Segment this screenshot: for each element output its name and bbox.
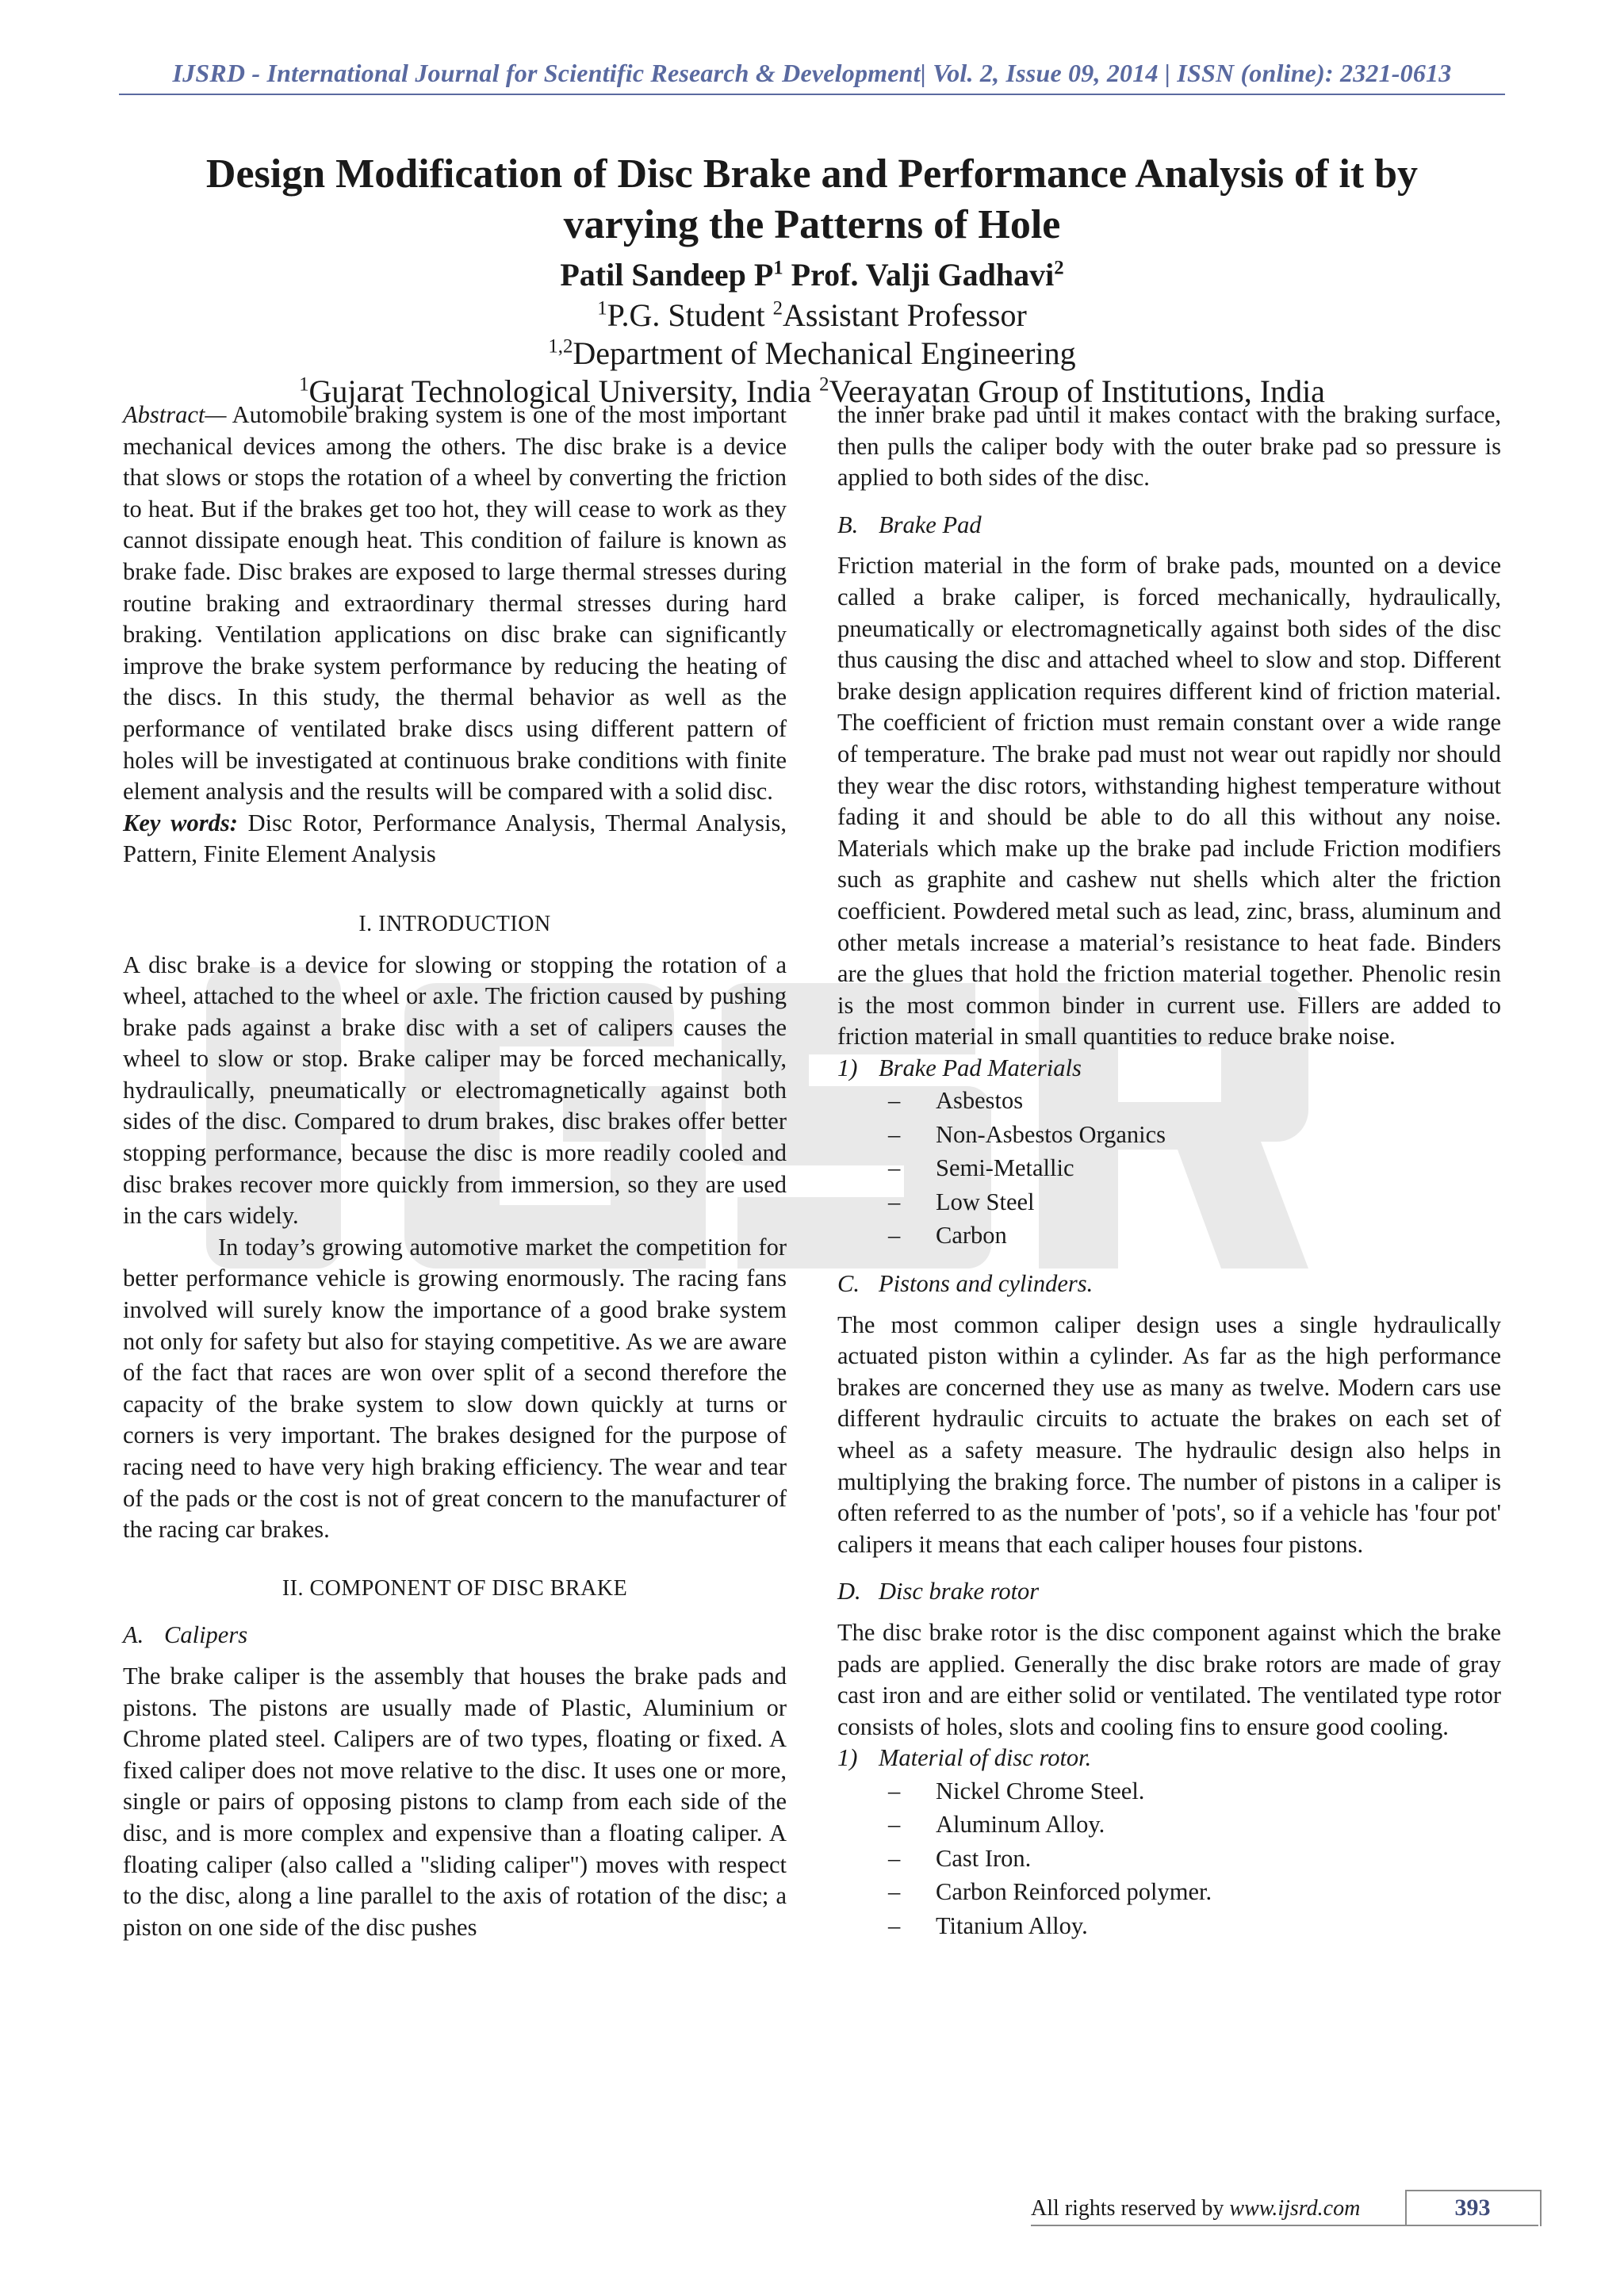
section-heading-components: II. COMPONENT OF DISC BRAKE bbox=[282, 1575, 628, 1601]
author-2: Prof. Valji Gadhavi bbox=[783, 257, 1055, 293]
list-item bbox=[888, 1118, 1501, 1152]
subsub-num-b1: 1) bbox=[837, 1054, 858, 1081]
dash-bullet-icon: – bbox=[888, 1878, 901, 1906]
journal-header: IJSRD - International Journal for Scientific Research & Development| Vol. 2, Issue 09, 2014 | ISSN (online): 2321-0613 bbox=[172, 59, 1452, 87]
subsection-heading-rotor bbox=[837, 1576, 1501, 1608]
department bbox=[119, 335, 1505, 373]
right-column bbox=[837, 400, 1501, 1942]
author-1: Patil Sandeep P bbox=[560, 257, 774, 293]
list-item bbox=[888, 1875, 1501, 1909]
paper-title bbox=[119, 149, 1505, 251]
subsection-num-c: C. bbox=[837, 1269, 860, 1297]
brake-pad-paragraph: Friction material in the form of brake pads, mounted on a device called a brake caliper, is forced mechanically, hydraulically, pneumatically or electromagnetically against both sides of the disc thus causing the disc and attached wheel to slow and stop. Different brake design application requires different kind of friction material. The coefficient of friction must remain constant over a wide range of temperature. The brake pad must not wear out rapidly nor should they wear the disc rotors, withstanding highest temperature without fading it and should be able to do all this without any noise. Materials which make up the brake pad include Friction modifiers such as graphite and cashew nut shells which alter the friction coefficient. Powdered metal such as lead, zinc, brass, aluminum and other metals increase a material’s resistance to heat fade. Binders are the glues that hold the friction material together. Phenolic resin is the most common binder in current use. Fillers are added to friction material in small quantities to reduce brake noise. bbox=[837, 552, 1501, 1050]
list-item-text: Semi-Metallic bbox=[936, 1154, 1074, 1182]
list-item bbox=[888, 1084, 1501, 1118]
dept-sup: 1,2 bbox=[548, 335, 573, 358]
list-item bbox=[888, 1185, 1501, 1219]
role-1: P.G. Student bbox=[607, 297, 773, 333]
inst-1: Gujarat Technological University, India bbox=[308, 373, 820, 409]
subsection-title-c: Pistons and cylinders. bbox=[879, 1269, 1094, 1297]
title-line-1: Design Modification of Disc Brake and Performance Analysis of it by bbox=[205, 151, 1419, 197]
list-item bbox=[888, 1774, 1501, 1808]
list-item-text: Non-Asbestos Organics bbox=[936, 1120, 1166, 1148]
brake-pad-materials-list bbox=[837, 1084, 1501, 1253]
brake-pad-materials-heading bbox=[837, 1053, 1501, 1085]
page-number: 393 bbox=[1454, 2195, 1491, 2221]
abstract-label: Abstract— bbox=[123, 401, 227, 428]
subsub-title-b1: Brake Pad Materials bbox=[879, 1054, 1082, 1081]
subsub-num-d1: 1) bbox=[837, 1744, 858, 1772]
subsection-heading-calipers bbox=[123, 1620, 787, 1651]
keywords-text: Disc Rotor, Performance Analysis, Thermal Analysis, Pattern, Finite Element Analysis bbox=[123, 809, 787, 868]
subsection-num-d: D. bbox=[837, 1578, 861, 1605]
dash-bullet-icon: – bbox=[888, 1188, 901, 1215]
subsection-heading-pistons bbox=[837, 1269, 1501, 1300]
list-item-text: Low Steel bbox=[936, 1188, 1035, 1215]
calipers-paragraph-continued: the inner brake pad until it makes contact with the braking surface, then pulls the caliper body with the outer brake pad so pressure is applied to both sides of the disc. bbox=[837, 401, 1501, 492]
rotor-materials-list bbox=[837, 1774, 1501, 1943]
intro-paragraph-2: In today’s growing automotive market the competition for better performance vehicle is growing enormously. The racing fans involved will surely know the importance of a good brake system not only for safety but also for staying competitive. As we are aware of the fact that races are won over split of a second therefore the capacity of the brake system to slow down quickly at turns or corners is very important. The brakes designed for the purpose of racing need to have very high braking efficiency. The wear and tear of the pads or the cost is not of great concern to the manufacturer of the racing car brakes. bbox=[123, 1233, 787, 1544]
dash-bullet-icon: – bbox=[888, 1154, 901, 1182]
left-column bbox=[123, 400, 787, 1943]
subsection-num-a: A. bbox=[123, 1621, 144, 1649]
subsection-num-b: B. bbox=[837, 511, 859, 538]
list-item-text: Cast Iron. bbox=[936, 1844, 1032, 1872]
section-heading-introduction: I. INTRODUCTION bbox=[358, 911, 551, 936]
dash-bullet-icon: – bbox=[888, 1811, 901, 1839]
abstract-text: Automobile braking system is one of the most important mechanical devices among the others. The disc brake is a device that slows or stops the rotation of a wheel by converting the friction to heat. But if the brakes get too hot, they will cease to work as they cannot dissipate enough heat. This condition of failure is known as brake fade. Disc brakes are exposed to large thermal stresses during routine braking and extraordinary thermal stresses during hard braking. Ventilation applications on disc brake can significantly improve the brake system performance by reducing the heating of the discs. In this study, the thermal behavior as well as the performance of ventilated brake discs using different pattern of holes will be investigated at continuous brake conditions with finite element analysis and the results will be compared with a solid disc. bbox=[123, 401, 787, 806]
footer-rights-text: All rights reserved by bbox=[1031, 2196, 1230, 2221]
keywords bbox=[123, 808, 787, 871]
calipers-paragraph: The brake caliper is the assembly that houses the brake pads and pistons. The pistons are usually made of Plastic, Aluminium or Chrome plated steel. Calipers are of two types, floating or fixed. A fixed caliper does not move relative to the disc. It uses one or more, single or pairs of opposing pistons to clamp from each side of the disc, and is more complex and expensive than a floating caliper. A floating caliper (also called a "sliding caliper") moves with respect to the disc, along a line parallel to the axis of rotation of the disc; a piston on one side of the disc pushes bbox=[123, 1662, 787, 1941]
role-2-sup: 2 bbox=[772, 297, 783, 320]
list-item-text: Asbestos bbox=[936, 1087, 1024, 1115]
list-item bbox=[888, 1808, 1501, 1842]
intro-paragraph-1: A disc brake is a device for slowing or stopping the rotation of a wheel, attached to the wheel or axle. The friction caused by pushing brake pads against a brake disc with a set of calipers causes the wheel to slow or stop. Brake caliper may be forced mechanically, hydraulically, pneumatically or electromagnetically against both sides of the disc. Compared to drum brakes, disc brakes offer better stopping performance, because the disc is more readily cooled and disc brakes recover more quickly from immersion, so they are used in the cars widely. bbox=[123, 951, 787, 1230]
dash-bullet-icon: – bbox=[888, 1777, 901, 1804]
subsection-title-b: Brake Pad bbox=[879, 511, 982, 538]
author-2-sup: 2 bbox=[1054, 257, 1064, 279]
list-item bbox=[888, 1151, 1501, 1185]
title-line-2: varying the Patterns of Hole bbox=[563, 202, 1061, 247]
author-1-sup: 1 bbox=[773, 257, 783, 279]
title-block bbox=[119, 149, 1505, 411]
list-item bbox=[888, 1842, 1501, 1876]
list-item-text: Carbon Reinforced polymer. bbox=[936, 1878, 1212, 1906]
inst-2: Veerayatan Group of Institutions, India bbox=[829, 373, 1325, 409]
list-item bbox=[888, 1909, 1501, 1943]
dash-bullet-icon: – bbox=[888, 1911, 901, 1939]
keywords-label: Key words: bbox=[123, 809, 238, 836]
list-item-text: Aluminum Alloy. bbox=[936, 1811, 1105, 1839]
header-rule bbox=[119, 94, 1505, 95]
list-item-text: Nickel Chrome Steel. bbox=[936, 1777, 1145, 1804]
abstract bbox=[123, 400, 787, 808]
dash-bullet-icon: – bbox=[888, 1120, 901, 1148]
list-item bbox=[888, 1219, 1501, 1253]
footer-rights bbox=[1031, 2196, 1360, 2221]
subsection-title-a: Calipers bbox=[164, 1621, 248, 1649]
dash-bullet-icon: – bbox=[888, 1222, 901, 1249]
role-1-sup: 1 bbox=[597, 297, 607, 320]
inst-2-sup: 2 bbox=[819, 373, 829, 396]
role-2: Assistant Professor bbox=[782, 297, 1027, 333]
inst-1-sup: 1 bbox=[299, 373, 309, 396]
dash-bullet-icon: – bbox=[888, 1087, 901, 1115]
pistons-paragraph: The most common caliper design uses a single hydraulically actuated piston within a cylinder. As far as the high performance brakes are concerned they use as many as twelve. Modern cars use different hydraulic circuits to actuate the brakes on each set of wheel as a safety measure. The hydraulic design also helps in multiplying the braking force. The number of pistons in a caliper is often referred to as the number of 'pots', so if a vehicle has 'four pot' calipers it means that each caliper houses four pistons. bbox=[837, 1311, 1501, 1558]
subsub-title-d1: Material of disc rotor. bbox=[879, 1744, 1092, 1772]
subsection-title-d: Disc brake rotor bbox=[879, 1578, 1040, 1605]
list-item-text: Titanium Alloy. bbox=[936, 1911, 1088, 1939]
list-item-text: Carbon bbox=[936, 1222, 1007, 1249]
dept-name: Department of Mechanical Engineering bbox=[573, 335, 1076, 371]
rotor-paragraph: The disc brake rotor is the disc component against which the brake pads are applied. Generally the disc brake rotors are made of gray cast iron and are either solid or ventilated. The ventilated type rotor consists of holes, slots and cooling fins to ensure good cooling. bbox=[837, 1618, 1501, 1740]
dash-bullet-icon: – bbox=[888, 1844, 901, 1872]
author-roles bbox=[119, 297, 1505, 335]
subsection-heading-brake-pad bbox=[837, 510, 1501, 541]
author-line bbox=[119, 254, 1505, 297]
rotor-materials-heading bbox=[837, 1743, 1501, 1774]
footer-site-link[interactable]: www.ijsrd.com bbox=[1229, 2196, 1361, 2221]
